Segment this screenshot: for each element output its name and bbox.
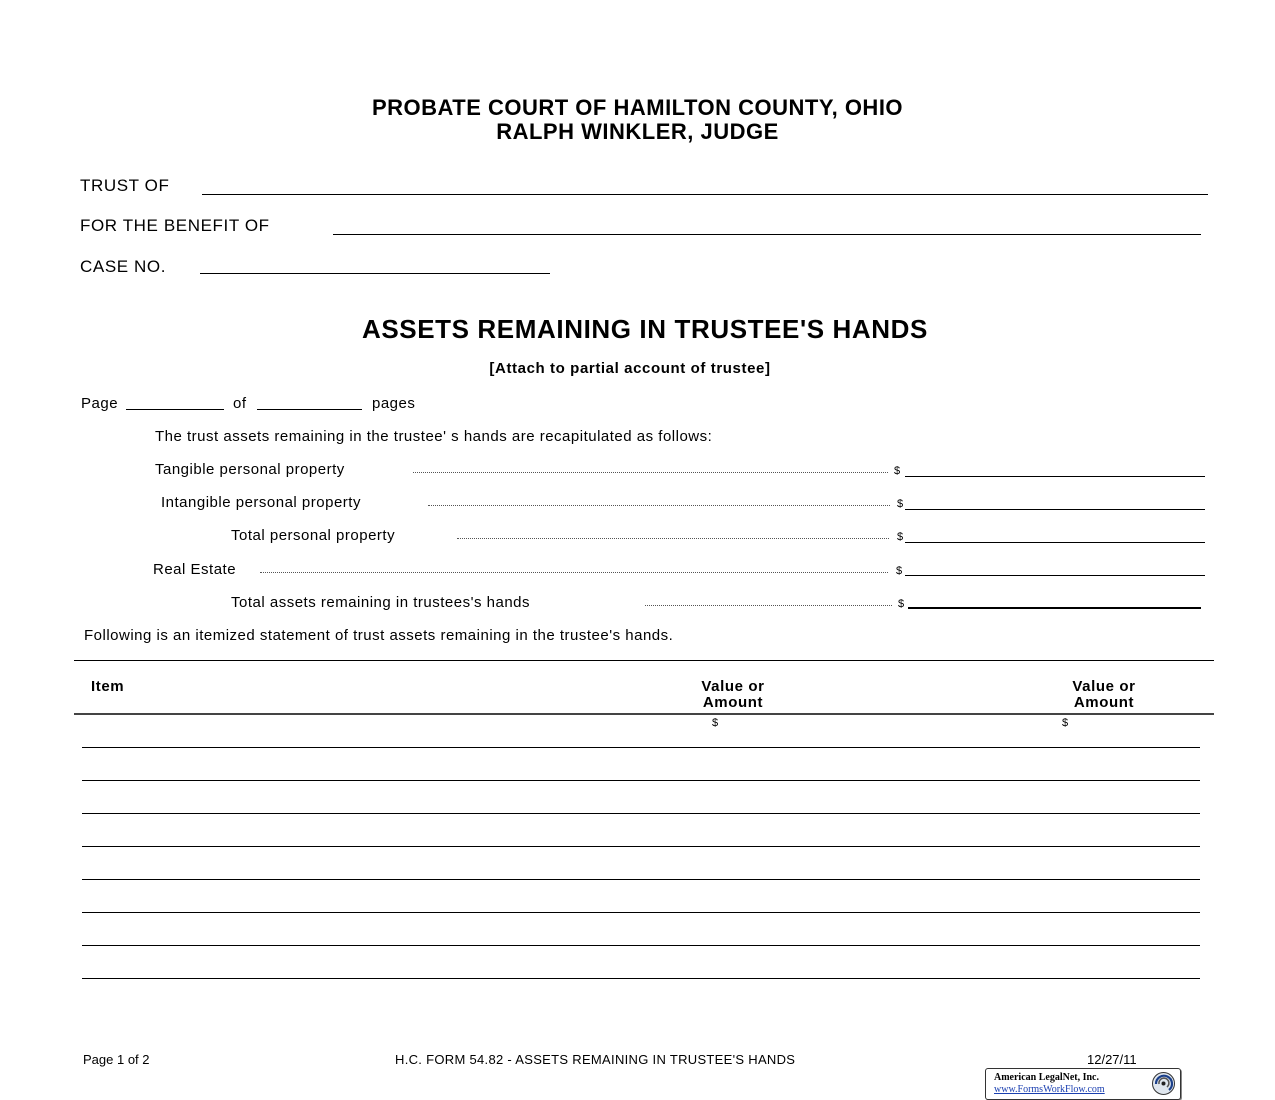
court-name: PROBATE COURT OF HAMILTON COUNTY, OHIO	[371, 95, 904, 120]
real-estate-leader	[260, 572, 888, 573]
tangible-leader	[413, 472, 888, 473]
itemized-intro: Following is an itemized statement of trust assets remaining in the trustee's hands.	[84, 627, 674, 644]
table-top-rule	[74, 660, 1214, 661]
pages-label: pages	[372, 395, 416, 412]
col-value-2-currency: $	[1062, 717, 1069, 729]
table-row[interactable]	[82, 945, 1200, 946]
real-estate-label: Real Estate	[153, 561, 237, 578]
legalnet-logo[interactable]	[985, 1068, 1181, 1100]
table-row[interactable]	[82, 978, 1200, 979]
col-value-header-2: Value or Amount	[1072, 678, 1136, 711]
trust-of-field[interactable]	[202, 194, 1208, 195]
col-item-header: Item	[91, 678, 125, 695]
real-estate-currency: $	[896, 565, 903, 577]
page-total-field[interactable]	[257, 409, 362, 410]
page-label: Page	[81, 395, 119, 412]
table-row[interactable]	[82, 747, 1200, 748]
tangible-currency: $	[894, 465, 901, 477]
total-assets-amount-field[interactable]	[908, 607, 1201, 609]
intro-text: The trust assets remaining in the trustee' s hands are recapitulated as follows:	[155, 428, 713, 445]
total-personal-leader	[457, 538, 889, 539]
logo-company: American LegalNet, Inc.	[994, 1072, 1099, 1083]
trust-of-label: TRUST OF	[80, 176, 170, 195]
total-personal-label: Total personal property	[231, 527, 396, 544]
of-label: of	[233, 395, 247, 412]
col-value-1-currency: $	[712, 717, 719, 729]
form-title: ASSETS REMAINING IN TRUSTEE'S HANDS	[361, 314, 928, 344]
case-no-label: CASE NO.	[80, 257, 167, 276]
table-row[interactable]	[82, 846, 1200, 847]
total-personal-amount-field[interactable]	[905, 542, 1205, 543]
real-estate-amount-field[interactable]	[905, 575, 1205, 576]
total-personal-currency: $	[897, 531, 904, 543]
logo-url[interactable]: www.FormsWorkFlow.com	[994, 1084, 1105, 1095]
table-row[interactable]	[82, 912, 1200, 913]
page-number-field[interactable]	[126, 409, 224, 410]
intangible-currency: $	[897, 498, 904, 510]
footer-date: 12/27/11	[1087, 1052, 1137, 1067]
footer-form: H.C. FORM 54.82 - ASSETS REMAINING IN TRUSTEE'S HANDS	[395, 1052, 796, 1067]
table-row[interactable]	[82, 780, 1200, 781]
table-row[interactable]	[82, 813, 1200, 814]
globe-swirl-icon	[1151, 1071, 1176, 1096]
benefit-of-field[interactable]	[333, 234, 1201, 235]
tangible-label: Tangible personal property	[155, 461, 345, 478]
total-assets-currency: $	[898, 598, 905, 610]
total-assets-label: Total assets remaining in trustees's hands	[231, 594, 531, 611]
total-assets-leader	[645, 605, 892, 606]
footer-page: Page 1 of 2	[83, 1052, 150, 1067]
col-value-header-1: Value or Amount	[701, 678, 765, 711]
intangible-leader	[428, 505, 890, 506]
intangible-label: Intangible personal property	[161, 494, 361, 511]
table-header-rule	[74, 713, 1214, 715]
intangible-amount-field[interactable]	[905, 509, 1205, 510]
table-row[interactable]	[82, 879, 1200, 880]
case-no-field[interactable]	[200, 273, 550, 274]
judge-name: RALPH WINKLER, JUDGE	[496, 119, 779, 144]
form-subtitle: [Attach to partial account of trustee]	[489, 360, 771, 377]
tangible-amount-field[interactable]	[905, 476, 1205, 477]
benefit-of-label: FOR THE BENEFIT OF	[80, 216, 270, 235]
